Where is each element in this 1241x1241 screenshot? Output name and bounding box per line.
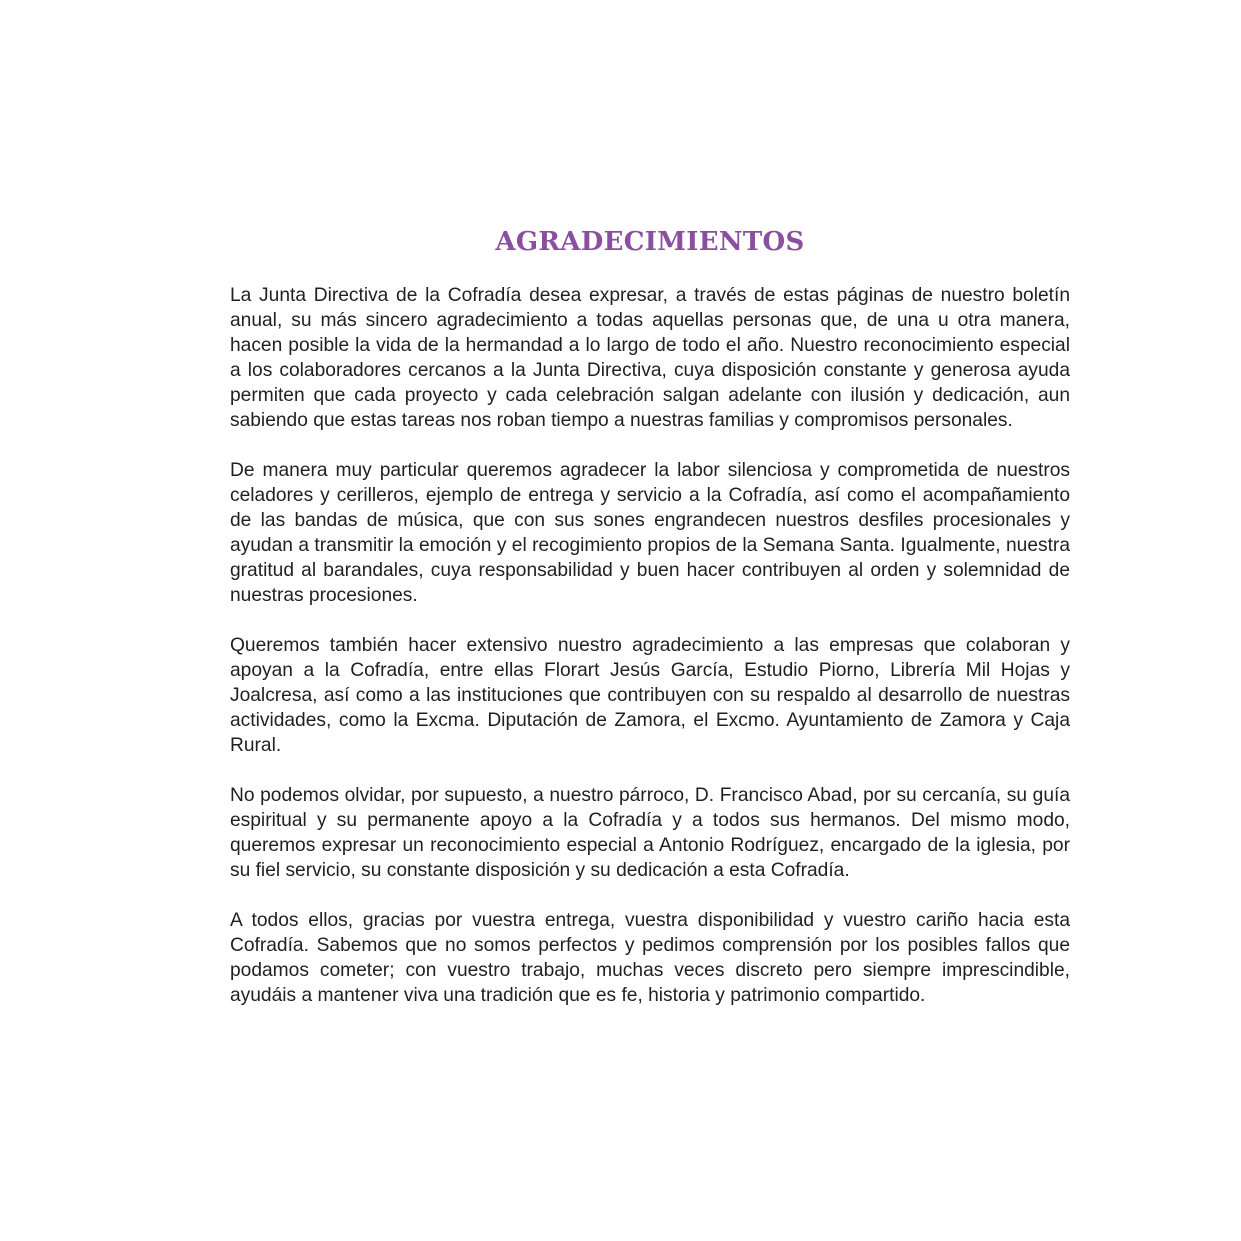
page-title: AGRADECIMIENTOS	[495, 227, 805, 257]
paragraph-2: De manera muy particular queremos agradecer la labor silenciosa y comprometida de nuestros celadores y cerilleros, ejemplo de entrega y servicio a la Cofradía, así como el acompañamiento de las bandas de música, que con sus sones engrandecen nuestros desfiles procesionales y ayudan a transmitir la emoción y el recogimiento propios de la Semana Santa. Igualmente, nuestra gratitud al barandales, cuya responsabilidad y buen hacer contribuyen al orden y solemnidad de nuestras procesiones.	[230, 460, 1070, 606]
paragraph-5: A todos ellos, gracias por vuestra entrega, vuestra disponibilidad y vuestro cariño hacia esta Cofradía. Sabemos que no somos perfectos y pedimos comprensión por los posibles fallos que podamos cometer; con vuestro trabajo, muchas veces discreto pero siempre imprescindible, ayudáis a mantener viva una tradición que es fe, historia y patrimonio compartido.	[230, 910, 1070, 1006]
document-body	[230, 283, 1070, 1008]
paragraph-4: No podemos olvidar, por supuesto, a nuestro párroco, D. Francisco Abad, por su cercanía, su guía espiritual y su permanente apoyo a la Cofradía y a todos sus hermanos. Del mismo modo, queremos expresar un reconocimiento especial a Antonio Rodríguez, encargado de la iglesia, por su fiel servicio, su constante disposición y su dedicación a esta Cofradía.	[230, 785, 1070, 881]
paragraph-1: La Junta Directiva de la Cofradía desea expresar, a través de estas páginas de nuestro boletín anual, su más sincero agradecimiento a todas aquellas personas que, de una u otra manera, hacen posible la vida de la hermandad a lo largo de todo el año. Nuestro reconocimiento especial a los colaboradores cercanos a la Junta Directiva, cuya disposición constante y generosa ayuda permiten que cada proyecto y cada celebración salgan adelante con ilusión y dedicación, aun sabiendo que estas tareas nos roban tiempo a nuestras familias y compromisos personales.	[230, 285, 1070, 431]
paragraph-3: Queremos también hacer extensivo nuestro agradecimiento a las empresas que colaboran y apoyan a la Cofradía, entre ellas Florart Jesús García, Estudio Piorno, Librería Mil Hojas y Joalcresa, así como a las instituciones que contribuyen con su respaldo al desarrollo de nuestras actividades, como la Excma. Diputación de Zamora, el Excmo. Ayuntamiento de Zamora y Caja Rural.	[230, 635, 1070, 756]
